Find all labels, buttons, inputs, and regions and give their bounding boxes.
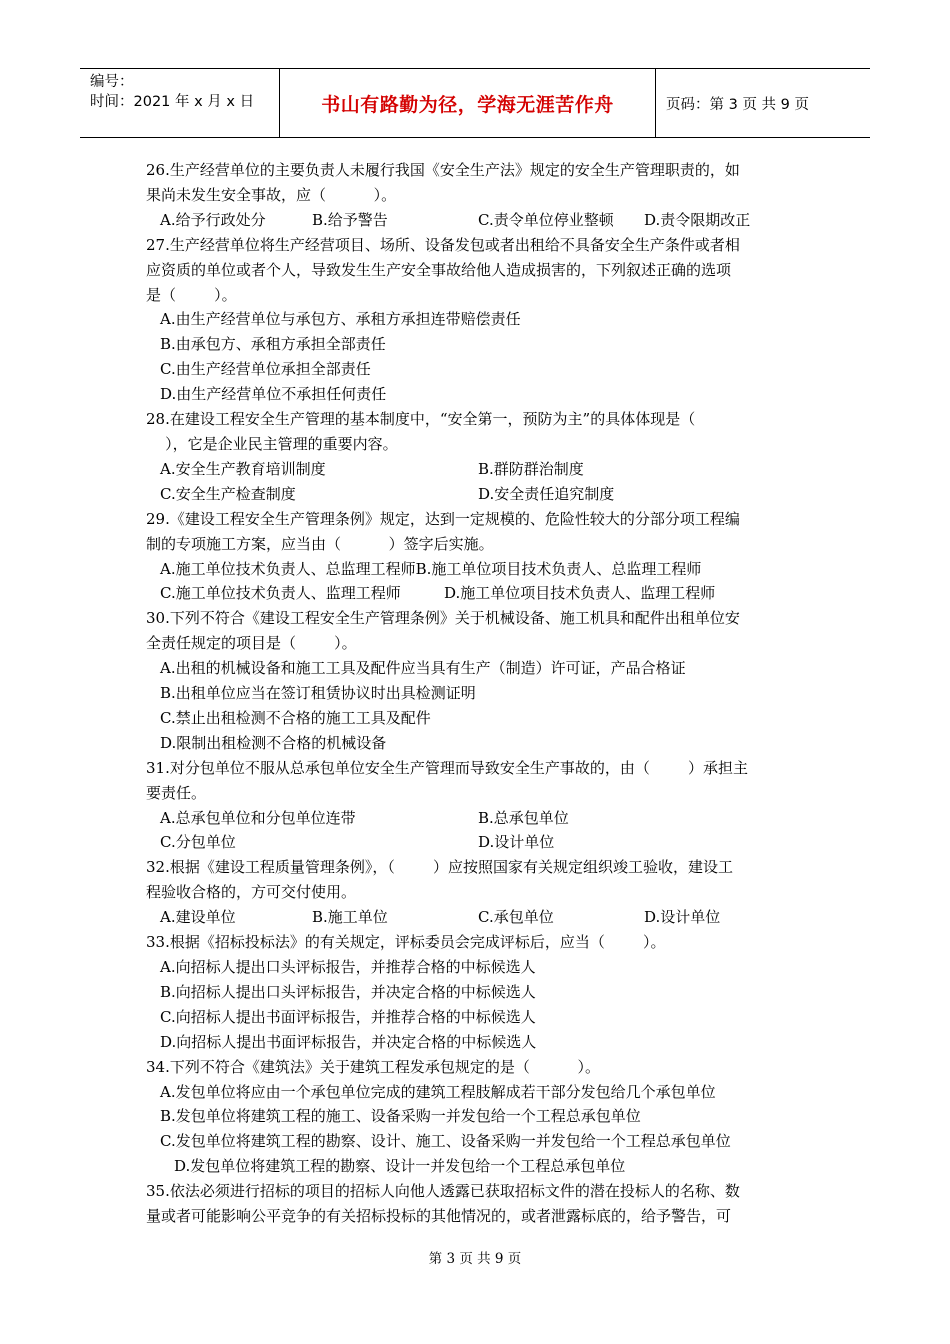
option-c: C.分包单位: [160, 833, 236, 852]
question-32-line-1: 32.根据《建设工程质量管理条例》，（ ）应按照国家有关规定组织竣工验收，建设工: [146, 858, 734, 877]
header-page-number: 页码：第 3 页 共 9 页: [666, 96, 809, 113]
option-a: A.向招标人提出口头评标报告，并推荐合格的中标候选人: [160, 958, 536, 976]
option-a: A.建设单位: [160, 908, 236, 927]
option-b: B.发包单位将建筑工程的施工、设备采购一并发包给一个工程总承包单位: [160, 1107, 641, 1126]
option-c: C.责令单位停业整顿: [478, 210, 614, 229]
option-d: D.限制出租检测不合格的机械设备: [160, 733, 387, 752]
document-body: [146, 158, 810, 1229]
option-a: A.总承包单位和分包单位连带: [160, 808, 356, 827]
option-a: A.出租的机械设备和施工工具及配件应当具有生产（制造）许可证，产品合格证: [160, 659, 686, 678]
question-31-options-row-1: [146, 806, 810, 831]
option-a: A.由生产经营单位与承包方、承租方承担连带赔偿责任: [160, 310, 521, 329]
option-b: B.出租单位应当在签订租赁协议时出具检测证明: [160, 684, 476, 703]
option-c: C.向招标人提出书面评标报告，并推荐合格的中标候选人: [160, 1007, 536, 1026]
option-b: B.向招标人提出口头评标报告，并决定合格的中标候选人: [160, 982, 536, 1001]
question-31-options-row-2: [146, 830, 810, 855]
option-b: B.由承包方、承租方承担全部责任: [160, 335, 386, 354]
question-29-line-1: 29.《建设工程安全生产管理条例》规定，达到一定规模的、危险性较大的分部分项工程编: [146, 509, 740, 528]
question-27-line-2: 应资质的单位或者个人，导致发生生产安全事故给他人造成损害的，下列叙述正确的选项: [146, 260, 732, 279]
option-b: B.施工单位: [312, 908, 388, 927]
question-32-options: [146, 905, 810, 930]
question-29-options-row-2: [146, 581, 810, 606]
question-26-line-2: 果尚未发生安全事故，应（ ）。: [146, 185, 397, 204]
option-a: A.施工单位技术负责人、总监理工程师: [160, 559, 416, 578]
option-c: C.施工单位技术负责人、监理工程师: [160, 584, 401, 603]
option-b: B.给予警告: [312, 210, 388, 229]
question-28-line-1: 28.在建设工程安全生产管理的基本制度中，“安全第一，预防为主”的具体体现是（: [146, 410, 696, 429]
option-c: C.承包单位: [478, 908, 554, 927]
question-27-line-3: 是（ ）。: [146, 285, 237, 304]
option-d: D.安全责任追究制度: [478, 484, 615, 503]
question-28-line-2: ），它是企业民主管理的重要内容。: [146, 434, 398, 453]
option-b: B.总承包单位: [478, 808, 569, 827]
option-b: B.群防群治制度: [478, 459, 584, 478]
option-d: D.责令限期改正: [644, 210, 751, 229]
question-28-options-row-1: [146, 457, 810, 482]
option-d: D.由生产经营单位不承担任何责任: [160, 385, 387, 404]
question-29-options-row-1: [146, 557, 810, 582]
header-date: 时间：2021 年 x 月 x 日: [90, 94, 255, 110]
option-c: C.禁止出租检测不合格的施工工具及配件: [160, 708, 431, 727]
question-29-line-2: 制的专项施工方案，应当由（ ）签字后实施。: [146, 534, 494, 553]
option-d: D.向招标人提出书面评标报告，并决定合格的中标候选人: [160, 1032, 537, 1051]
question-34-line-1: 34.下列不符合《建筑法》关于建筑工程发承包规定的是（ ）。: [146, 1057, 601, 1076]
option-c: C.安全生产检查制度: [160, 484, 296, 503]
question-31-line-2: 要责任。: [146, 783, 207, 802]
page-header: [80, 68, 870, 138]
option-c: C.发包单位将建筑工程的勘察、设计、施工、设备采购一并发包给一个工程总承包单位: [160, 1132, 731, 1151]
option-d: D.设计单位: [644, 908, 721, 927]
question-27-line-1: 27.生产经营单位将生产经营项目、场所、设备发包或者出租给不具备安全生产条件或者相: [146, 235, 740, 254]
option-d: D.设计单位: [478, 833, 555, 852]
question-35-line-2: 量或者可能影响公平竞争的有关招标投标的其他情况的，或者泄露标底的，给予警告，可: [146, 1207, 732, 1226]
header-motto: 书山有路勤为径，学海无涯苦作舟: [280, 69, 656, 137]
option-c: C.由生产经营单位承担全部责任: [160, 360, 371, 379]
page-footer: 第 3 页 共 9 页: [428, 1251, 522, 1267]
option-b: B.施工单位项目技术负责人、总监理工程师: [415, 559, 702, 578]
question-30-line-2: 全责任规定的项目是（ ）。: [146, 634, 357, 653]
option-d: D.施工单位项目技术负责人、监理工程师: [444, 584, 716, 603]
option-d: D.发包单位将建筑工程的勘察、设计一并发包给一个工程总承包单位: [174, 1157, 626, 1176]
question-35-line-1: 35.依法必须进行招标的项目的招标人向他人透露已获取招标文件的潜在投标人的名称、数: [146, 1182, 740, 1201]
question-32-line-2: 程验收合格的，方可交付使用。: [146, 883, 357, 902]
question-26-line-1: 26.生产经营单位的主要负责人未履行我国《安全生产法》规定的安全生产管理职责的，如: [146, 161, 740, 179]
option-a: A.给予行政处分: [160, 210, 266, 229]
option-a: A.安全生产教育培训制度: [160, 459, 326, 478]
question-33-line-1: 33.根据《招标投标法》的有关规定，评标委员会完成评标后，应当（ ）。: [146, 933, 666, 952]
question-28-options-row-2: [146, 482, 810, 507]
header-number: 编号：: [90, 74, 134, 90]
header-meta: [80, 69, 280, 137]
question-31-line-1: 31.对分包单位不服从总承包单位安全生产管理而导致安全生产事故的，由（ ）承担主: [146, 758, 749, 777]
question-30-line-1: 30.下列不符合《建设工程安全生产管理条例》关于机械设备、施工机具和配件出租单位安: [146, 609, 740, 628]
option-a: A.发包单位将应由一个承包单位完成的建筑工程肢解成若干部分发包给几个承包单位: [160, 1082, 716, 1101]
question-26-options: [146, 208, 810, 233]
